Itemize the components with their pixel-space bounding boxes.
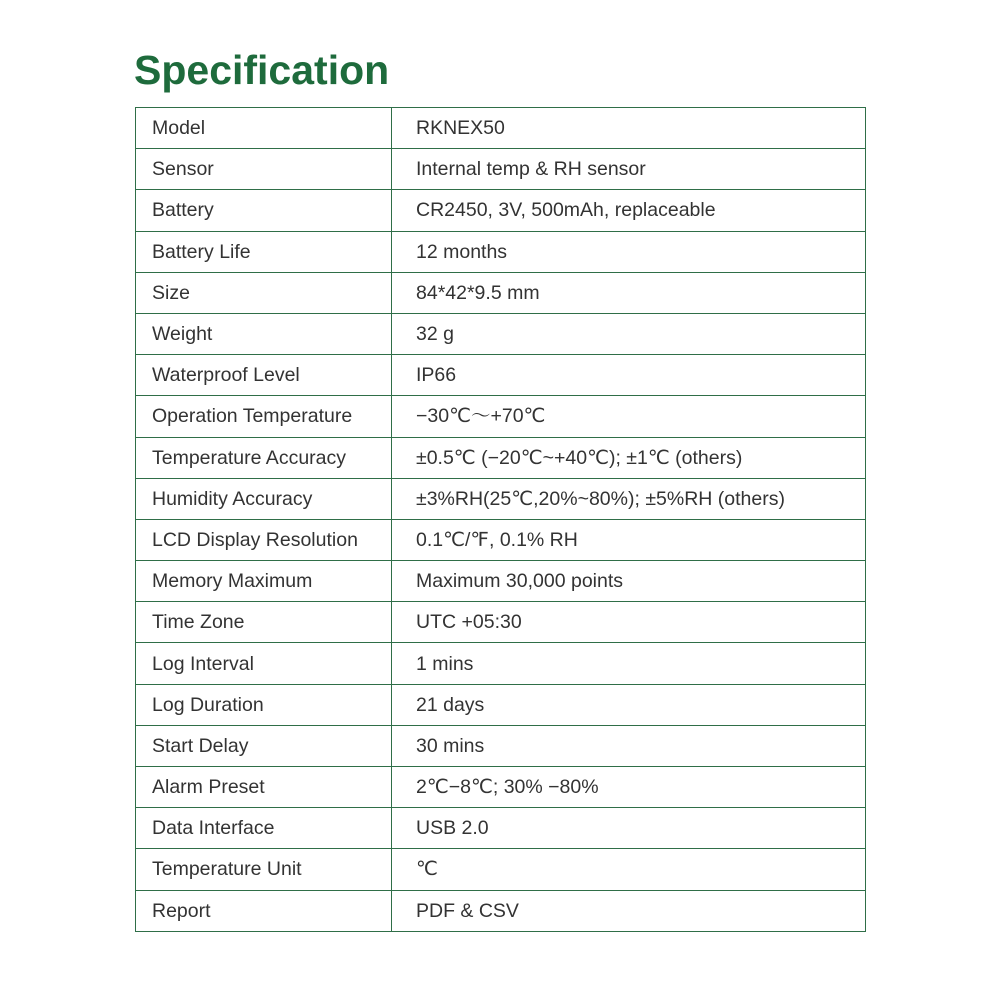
spec-label: Waterproof Level (136, 355, 392, 396)
table-row (136, 396, 866, 437)
table-row (136, 149, 866, 190)
spec-value: USB 2.0 (392, 808, 866, 849)
table-row (136, 890, 866, 931)
table-row (136, 231, 866, 272)
spec-value: UTC +05:30 (392, 602, 866, 643)
spec-label: Sensor (136, 149, 392, 190)
table-row (136, 272, 866, 313)
spec-value: PDF & CSV (392, 890, 866, 931)
spec-value: ±0.5℃ (−20℃~+40℃); ±1℃ (others) (392, 437, 866, 478)
spec-label: Report (136, 890, 392, 931)
table-row (136, 437, 866, 478)
spec-label: Alarm Preset (136, 767, 392, 808)
spec-value: 32 g (392, 313, 866, 354)
spec-value: ℃ (392, 849, 866, 890)
spec-value: 84*42*9.5 mm (392, 272, 866, 313)
table-row (136, 519, 866, 560)
spec-label: Battery (136, 190, 392, 231)
spec-value: Maximum 30,000 points (392, 561, 866, 602)
spec-label: Temperature Accuracy (136, 437, 392, 478)
spec-value: 12 months (392, 231, 866, 272)
table-row (136, 725, 866, 766)
spec-label: Data Interface (136, 808, 392, 849)
table-row (136, 643, 866, 684)
spec-label: Size (136, 272, 392, 313)
table-row (136, 190, 866, 231)
spec-label: LCD Display Resolution (136, 519, 392, 560)
table-row (136, 108, 866, 149)
table-row (136, 849, 866, 890)
table-row (136, 355, 866, 396)
table-row (136, 767, 866, 808)
spec-label: Weight (136, 313, 392, 354)
table-row (136, 808, 866, 849)
spec-label: Log Duration (136, 684, 392, 725)
spec-value: ±3%RH(25℃,20%~80%); ±5%RH (others) (392, 478, 866, 519)
spec-label: Operation Temperature (136, 396, 392, 437)
table-row (136, 313, 866, 354)
spec-label: Temperature Unit (136, 849, 392, 890)
spec-value: 0.1℃/℉, 0.1% RH (392, 519, 866, 560)
spec-value: Internal temp & RH sensor (392, 149, 866, 190)
spec-label: Log Interval (136, 643, 392, 684)
specification-table (135, 107, 866, 932)
spec-value: 1 mins (392, 643, 866, 684)
spec-value: 21 days (392, 684, 866, 725)
spec-value: 2℃−8℃; 30% −80% (392, 767, 866, 808)
spec-value: RKNEX50 (392, 108, 866, 149)
spec-label: Humidity Accuracy (136, 478, 392, 519)
spec-label: Memory Maximum (136, 561, 392, 602)
spec-label: Battery Life (136, 231, 392, 272)
table-row (136, 602, 866, 643)
table-row (136, 561, 866, 602)
spec-value: CR2450, 3V, 500mAh, replaceable (392, 190, 866, 231)
spec-value: 30 mins (392, 725, 866, 766)
table-row (136, 684, 866, 725)
spec-label: Time Zone (136, 602, 392, 643)
spec-value: −30℃～+70℃ (392, 396, 866, 437)
table-row (136, 478, 866, 519)
spec-value: IP66 (392, 355, 866, 396)
spec-label: Start Delay (136, 725, 392, 766)
page-title: Specification (134, 47, 390, 93)
spec-label: Model (136, 108, 392, 149)
